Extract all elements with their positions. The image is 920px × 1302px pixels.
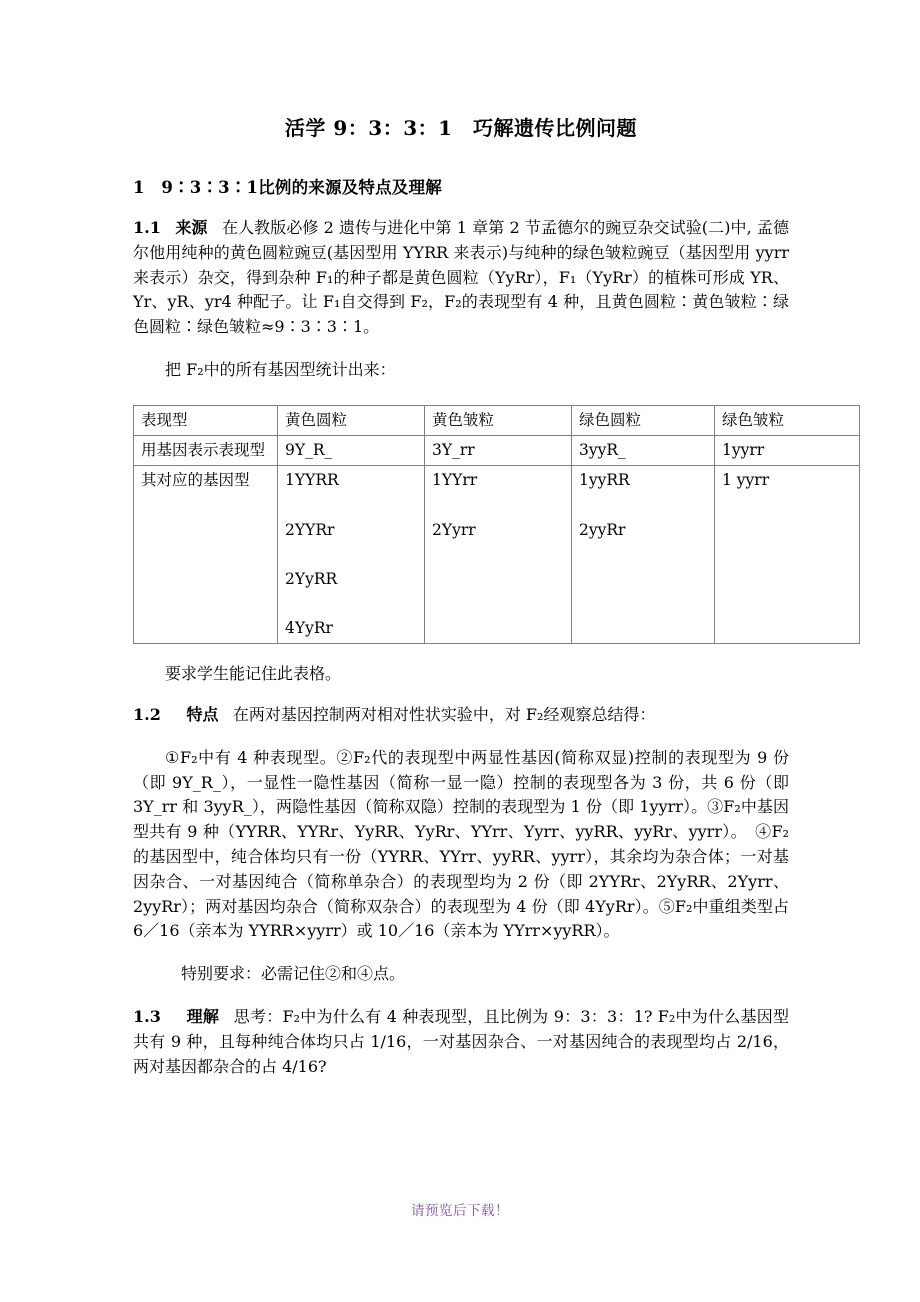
genotype-entry: 2YYRr <box>285 520 335 539</box>
section-1-1-paragraph <box>133 198 789 340</box>
genotype-entry: 4YyRr <box>285 619 333 638</box>
section-1-1-label: 来源 <box>175 218 208 237</box>
pre-table-note: 把 F₂中的所有基因型统计出来： <box>165 359 396 379</box>
section-1-2-paragraph: ①F₂中有 4 种表现型。②F₂代的表现型中两显性基因(简称双显)控制的表现型为 9 份（即 9Y_R_），一显性一隐性基因（简称一显一隐）控制的表现型各为 3 份，共 6 份（即 3Y_rr 和 3yyR_），两隐性基因（简称双隐）控制的表现型为 1 份（即 1yyrr）。③F₂中基因型共有 9 种（YYRR、YYRr、YyRR、YyRr、YYrr、Yyrr、yyRR、yyRr、yyrr）。 ④F₂的基因型中，纯合体均只有一份（YYRR、YYrr、yyRR、yyrr），其余均为杂合体；一对基因杂合、一对基因纯合（简称单杂合）的表现型均为 2 份（即 2YYRr、2YyRR、2Yyrr、2yyRr）；两对基因均杂合（简称双杂合）的表现型为 4 份（即 4YyRr）。⑤F₂中重组类型占 6／16（亲本为 YYRR×yyrr）或 10／16（亲本为 YYrr×yyRR）。 <box>133 747 789 941</box>
table-row-header: 用基因表示表现型 <box>134 436 278 466</box>
genotype-entry: 1YYrr <box>432 471 478 490</box>
table-cell: 绿色圆粒 <box>572 405 715 435</box>
table-cell: 绿色皱粒 <box>715 405 860 435</box>
document-body <box>133 0 789 1079</box>
section-1-2-intro: 在两对基因控制两对相对性状实验中，对 F₂经观察总结得： <box>232 705 656 725</box>
table-row-header: 表现型 <box>134 405 278 435</box>
genotype-entry: 1yyRR <box>579 471 630 490</box>
table-row-header: 其对应的基因型 <box>134 466 278 644</box>
preview-download-note: 请预览后下载！ <box>411 1203 509 1219</box>
table-cell: 9Y_R_ <box>278 436 425 466</box>
section-1-3-label: 理解 <box>186 1007 220 1027</box>
table-cell: 黄色皱粒 <box>425 405 572 435</box>
section-1-heading: 1 9∶3∶3∶1比例的来源及特点及理解 <box>133 178 442 197</box>
table-cell: 黄色圆粒 <box>278 405 425 435</box>
section-1-2-heading-line <box>133 687 789 728</box>
table-cell <box>715 466 860 644</box>
genotype-table <box>133 405 860 645</box>
section-1-2-number: 1.2 <box>133 705 161 725</box>
section-1-1-number: 1.1 <box>133 218 161 237</box>
genotype-entry: 2YyRR <box>285 569 338 588</box>
section-1-3-text: 思考：F₂中为什么有 4 种表现型，且比例为 9：3：3：1? F₂中为什么基因型共有 9 种，且每种纯合体均只占 1/16，一对基因杂合、一对基因纯合的表现型均占 2/16，两对基因都杂合的占 4/16? <box>133 1007 789 1076</box>
section-1-2-label: 特点 <box>186 705 219 725</box>
table-cell <box>572 466 715 644</box>
section-1-1-text: 在人教版必修 2 遗传与进化中第 1 章第 2 节孟德尔的豌豆杂交试验(二)中, 孟德尔他用纯种的黄色圆粒豌豆(基因型用 YYRR 来表示)与纯种的绿色皱粒豌豆（基因型用 yyrr 来表示）杂交，得到杂种 F₁的种子都是黄色圆粒（YyRr），F₁（YyRr）的植株可形成 YR、Yr、yR、yr4 种配子。让 F₁自交得到 F₂，F₂的表现型有 4 种，且黄色圆粒∶黄色皱粒∶绿色圆粒∶绿色皱粒≈9∶3∶3∶1。 <box>133 218 789 337</box>
table-cell <box>278 466 425 644</box>
genotype-entry: 2Yyrr <box>432 520 476 539</box>
after-table-note: 要求学生能记住此表格。 <box>165 664 342 684</box>
genotype-entry: 1YYRR <box>285 471 339 490</box>
table-row <box>134 436 860 466</box>
genotype-entry: 1 yyrr <box>722 471 770 490</box>
table-row <box>134 466 860 644</box>
table-row <box>134 405 860 435</box>
table-cell <box>425 466 572 644</box>
section-1-2-special-note: 特别要求：必需记住②和④点。 <box>181 964 406 984</box>
section-1-3-number: 1.3 <box>133 1007 161 1027</box>
page-title: 活学 9：3：3：1 巧解遗传比例问题 <box>284 116 638 140</box>
table-cell: 1yyrr <box>715 436 860 466</box>
table-cell: 3Y_rr <box>425 436 572 466</box>
table-cell: 3yyR_ <box>572 436 715 466</box>
section-1-3-paragraph <box>133 987 789 1079</box>
genotype-entry: 2yyRr <box>579 520 626 539</box>
